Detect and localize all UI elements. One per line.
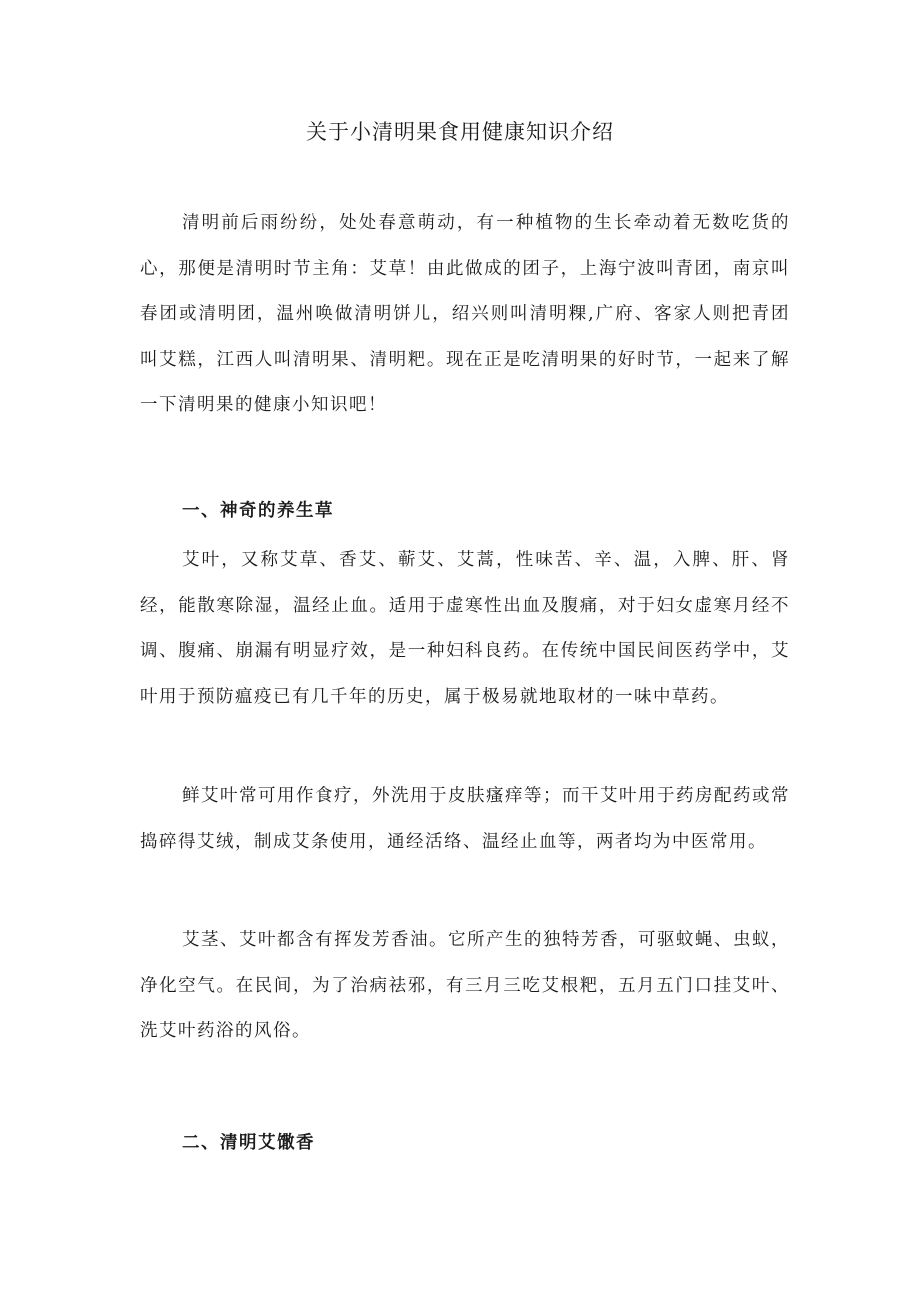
document-title: 关于小清明果食用健康知识介绍 bbox=[306, 120, 614, 144]
section-1-paragraph-2: 鲜艾叶常可用作食疗，外洗用于皮肤瘙痒等；而干艾叶用于药房配药或常捣碎得艾绒，制成艾条使用，通经活络、温经止血等，两者均为中医常用。 bbox=[140, 786, 790, 852]
section-1-heading: 一、神奇的养生草 bbox=[182, 501, 334, 521]
section-2-heading: 二、清明艾馓香 bbox=[182, 1133, 315, 1153]
section-1-paragraph-1: 艾叶，又称艾草、香艾、蕲艾、艾蒿，性味苦、辛、温，入脾、肝、肾经，能散寒除湿，温经止血。适用于虚寒性出血及腹痛，对于妇女虚寒月经不调、腹痛、崩漏有明显疗效，是一种妇科良药。在传统中国民间医药学中，艾叶用于预防瘟疫已有几千年的历史，属于极易就地取材的一味中草药。 bbox=[140, 550, 790, 707]
section-1-paragraph-3: 艾茎、艾叶都含有挥发芳香油。它所产生的独特芳香，可驱蚊蝇、虫蚁，净化空气。在民间，为了治病祛邪，有三月三吃艾根粑，五月五门口挂艾叶、洗艾叶药浴的风俗。 bbox=[140, 930, 790, 1042]
intro-paragraph: 清明前后雨纷纷，处处春意萌动，有一种植物的生长牵动着无数吃货的心，那便是清明时节主角：艾草！由此做成的团子，上海宁波叫青团，南京叫春团或清明团，温州唤做清明饼儿，绍兴则叫清明粿,广府、客家人则把青团叫艾糕，江西人叫清明果、清明粑。现在正是吃清明果的好时节，一起来了解一下清明果的健康小知识吧！ bbox=[140, 213, 790, 416]
